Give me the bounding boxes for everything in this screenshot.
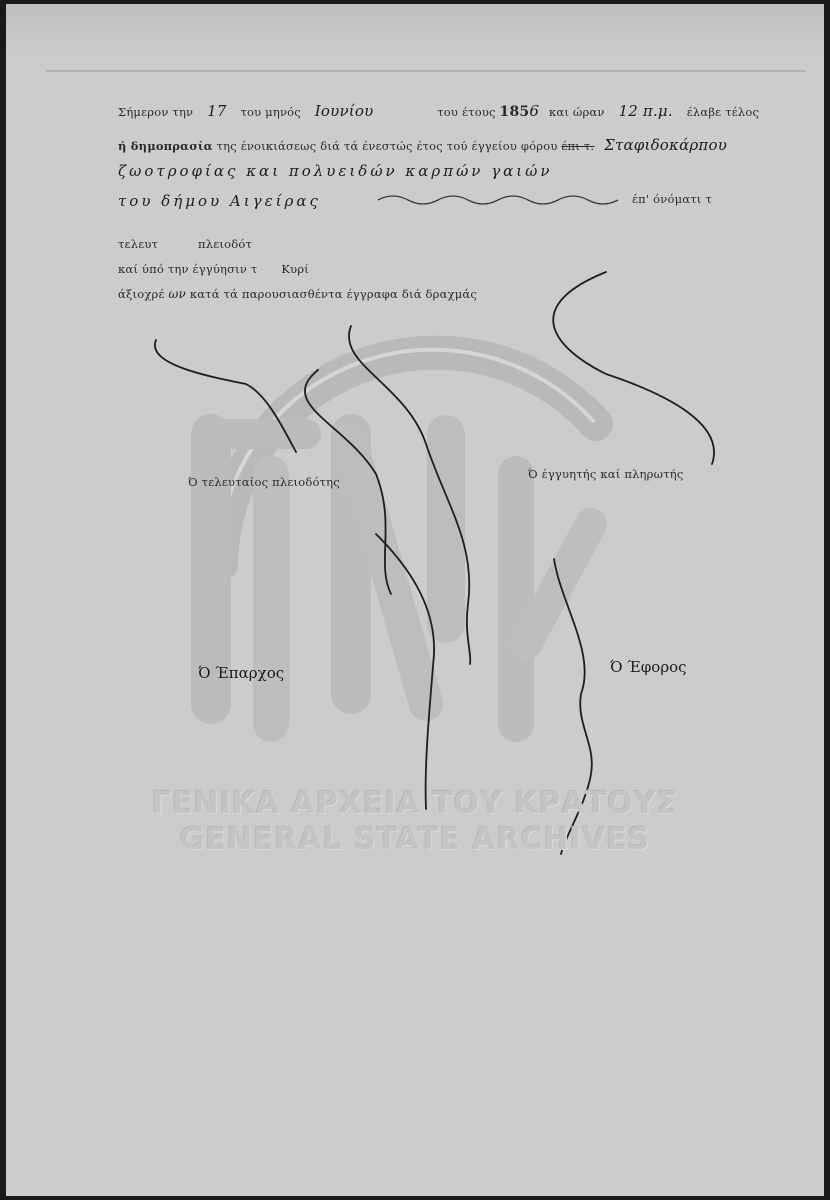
watermark-greek: ΓΕΝΙΚΑ ΑΡΧΕΙΑ ΤΟΥ ΚΡΑΤΟΥΣ [151,786,679,821]
date-mid1: του μηνός [240,105,301,119]
auction-text: της ένοικιάσεως διά τά ένεστώς έτος τού έγγείου φόρου [216,139,558,153]
watermark-english: GENERAL STATE ARCHIVES [179,822,651,857]
guarantor-signature-label: Ό έγγυητής καί πληρωτής [528,467,684,481]
year-printed: 185 [499,104,530,120]
day-handwritten: 17 [207,102,227,120]
date-mid3: και ώραν [548,105,605,119]
solvent-handwritten: ων [168,287,186,301]
date-mid2: του έτους [437,105,496,119]
municipality-handwritten: του δήμου Αιγείρας [118,192,321,210]
mister-text: Κυρί [281,262,310,276]
month-handwritten: Ιουνίου [314,102,374,120]
guarantee-text: καί ύπό την έγγύησιν τ [118,262,258,276]
auction-handwritten: Σταφιδοκάρπου [604,136,728,154]
documents-text: κατά τά παρουσιασθέντα έγγραφα διά δραχμάς [189,287,478,301]
eparch-signature-label: Ό Έπαρχος [198,664,285,682]
bidder-signature-label: Ό τελευταίος πλειοδότης [188,475,340,489]
auction-bold: ή δημοπρασία [118,139,213,153]
bidder-text: πλειοδότ [197,237,253,251]
date-suffix: έλαβε τέλος [686,105,760,119]
crops-handwritten: ζωοτροφίας και πολυειδών καρπών γαιών [118,162,553,180]
solvent-text: άξιοχρέ [118,287,165,301]
date-prefix: Σήμερον την [118,105,194,119]
hour-handwritten: 12 π.μ. [618,102,673,120]
year-handwritten: 6 [529,102,540,120]
name-suffix: έπ' όνόματι τ [632,192,712,206]
auction-struck: έπι τ. [561,139,595,153]
last-text: τελευτ [118,237,159,251]
cancellation-strokes [6,4,824,1196]
document-page [6,4,824,1196]
ephor-signature-label: Ό Έφορος [610,658,687,676]
